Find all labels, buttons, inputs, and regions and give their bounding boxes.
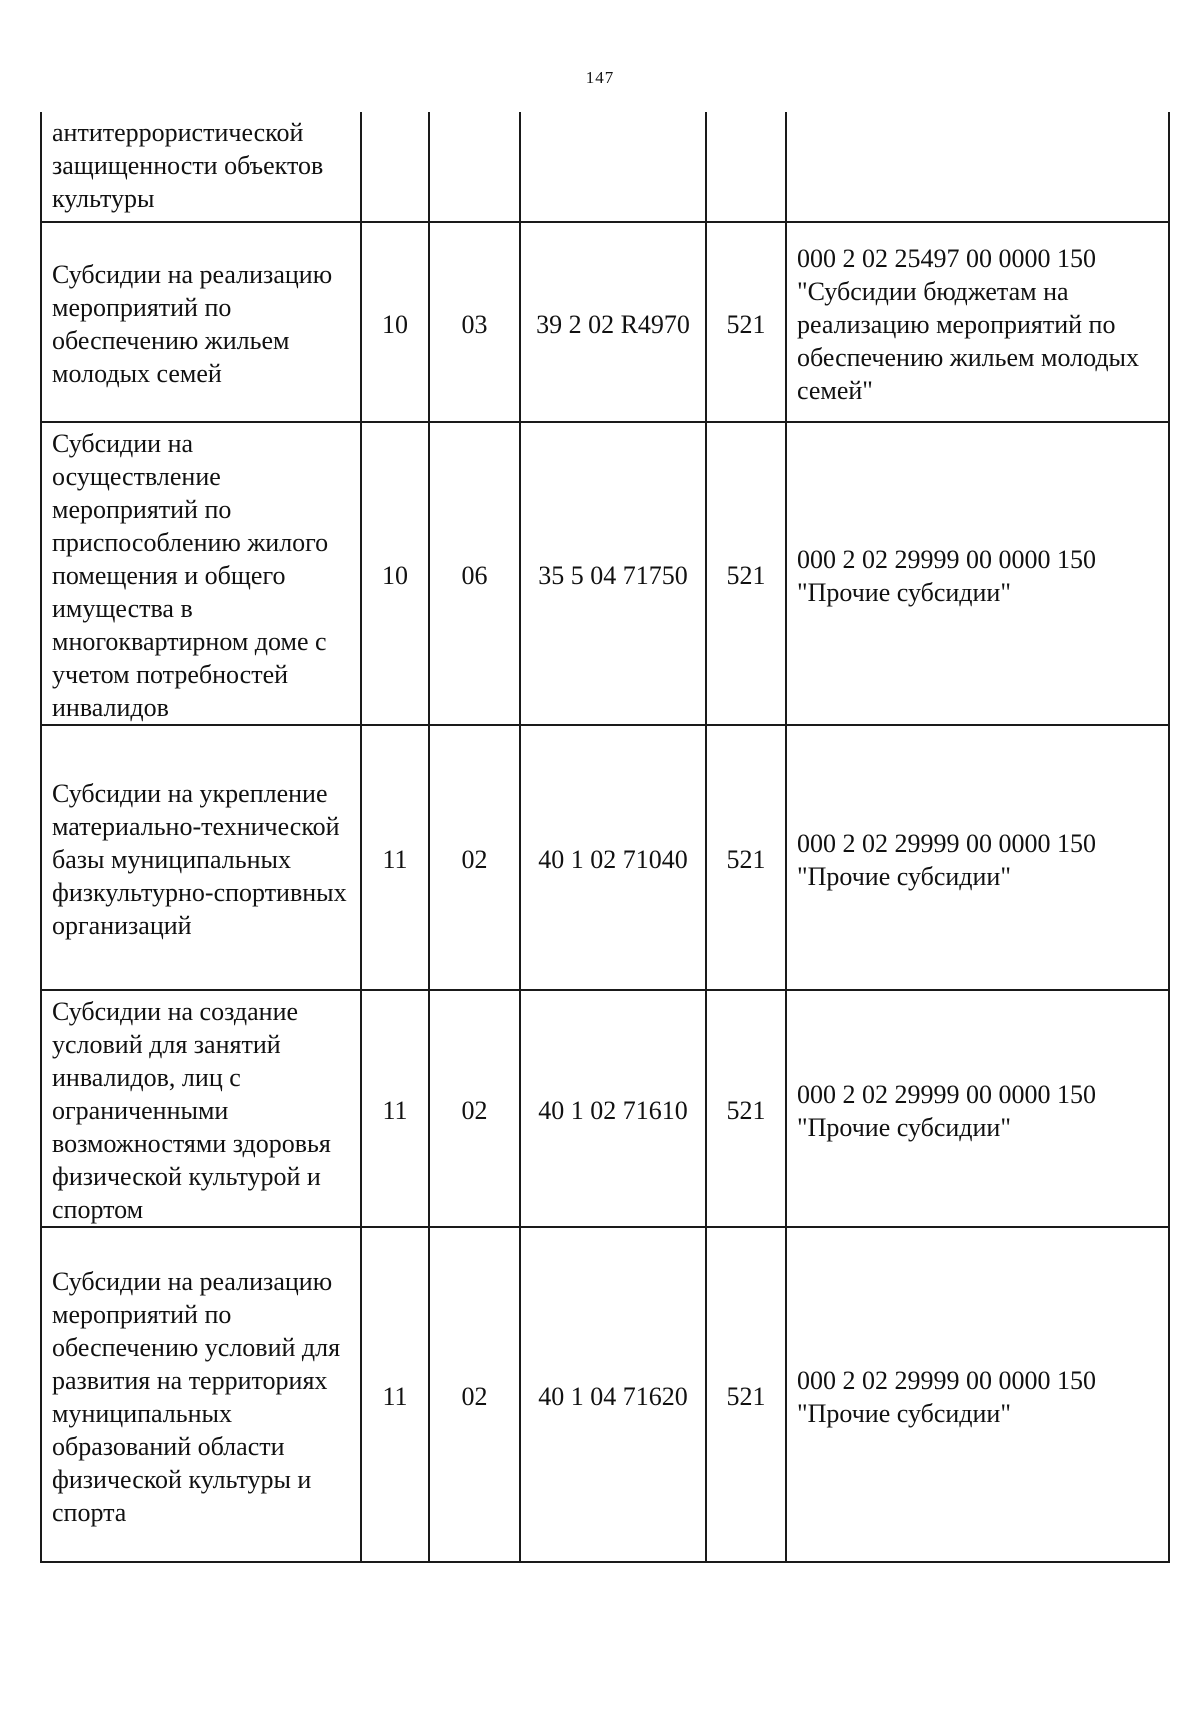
target-article-cell: 35 5 04 71750: [520, 422, 706, 725]
table-row: [41, 112, 1169, 222]
subsidy-name-cell: антитеррористической защищенности объектов культуры: [41, 112, 361, 222]
subsidy-name-cell: Субсидии на укрепление материально-технической базы муниципальных физкультурно-спортивных организаций: [41, 725, 361, 990]
section-cell: 11: [361, 725, 429, 990]
table-row: [41, 222, 1169, 422]
table-row: [41, 990, 1169, 1227]
subsidy-name-cell: Субсидии на реализацию мероприятий по обеспечению жильем молодых семей: [41, 222, 361, 422]
subsection-cell: 02: [429, 1227, 520, 1562]
expense-type-cell: 521: [706, 990, 786, 1227]
revenue-code-cell: 000 2 02 25497 00 0000 150 "Субсидии бюджетам на реализацию мероприятий по обеспечению жильем молодых семей": [786, 222, 1169, 422]
expense-type-cell: 521: [706, 1227, 786, 1562]
subsidy-name-cell: Субсидии на осуществление мероприятий по приспособлению жилого помещения и общего имущества в многоквартирном доме с учетом потребностей инвалидов: [41, 422, 361, 725]
table-row: [41, 1227, 1169, 1562]
target-article-cell: 40 1 02 71040: [520, 725, 706, 990]
table-row: [41, 422, 1169, 725]
page-number: 147: [585, 68, 615, 87]
section-cell: 10: [361, 222, 429, 422]
section-cell: 11: [361, 1227, 429, 1562]
table-row: [41, 725, 1169, 990]
target-article-cell: 39 2 02 R4970: [520, 222, 706, 422]
revenue-code-cell: 000 2 02 29999 00 0000 150 "Прочие субсидии": [786, 1227, 1169, 1562]
target-article-cell: [520, 112, 706, 222]
section-cell: [361, 112, 429, 222]
subsidies-table: [40, 112, 1170, 1563]
expense-type-cell: 521: [706, 422, 786, 725]
section-cell: 11: [361, 990, 429, 1227]
expense-type-cell: [706, 112, 786, 222]
subsidy-name-cell: Субсидии на создание условий для занятий инвалидов, лиц с ограниченными возможностями здоровья физической культурой и спортом: [41, 990, 361, 1227]
expense-type-cell: 521: [706, 222, 786, 422]
target-article-cell: 40 1 02 71610: [520, 990, 706, 1227]
expense-type-cell: 521: [706, 725, 786, 990]
subsection-cell: 02: [429, 725, 520, 990]
revenue-code-cell: 000 2 02 29999 00 0000 150 "Прочие субсидии": [786, 990, 1169, 1227]
revenue-code-cell: [786, 112, 1169, 222]
subsection-cell: 02: [429, 990, 520, 1227]
subsection-cell: [429, 112, 520, 222]
target-article-cell: 40 1 04 71620: [520, 1227, 706, 1562]
subsection-cell: 06: [429, 422, 520, 725]
subsection-cell: 03: [429, 222, 520, 422]
subsidy-name-cell: Субсидии на реализацию мероприятий по обеспечению условий для развития на территориях муниципальных образований области физической культуры и спорта: [41, 1227, 361, 1562]
section-cell: 10: [361, 422, 429, 725]
revenue-code-cell: 000 2 02 29999 00 0000 150 "Прочие субсидии": [786, 422, 1169, 725]
revenue-code-cell: 000 2 02 29999 00 0000 150 "Прочие субсидии": [786, 725, 1169, 990]
